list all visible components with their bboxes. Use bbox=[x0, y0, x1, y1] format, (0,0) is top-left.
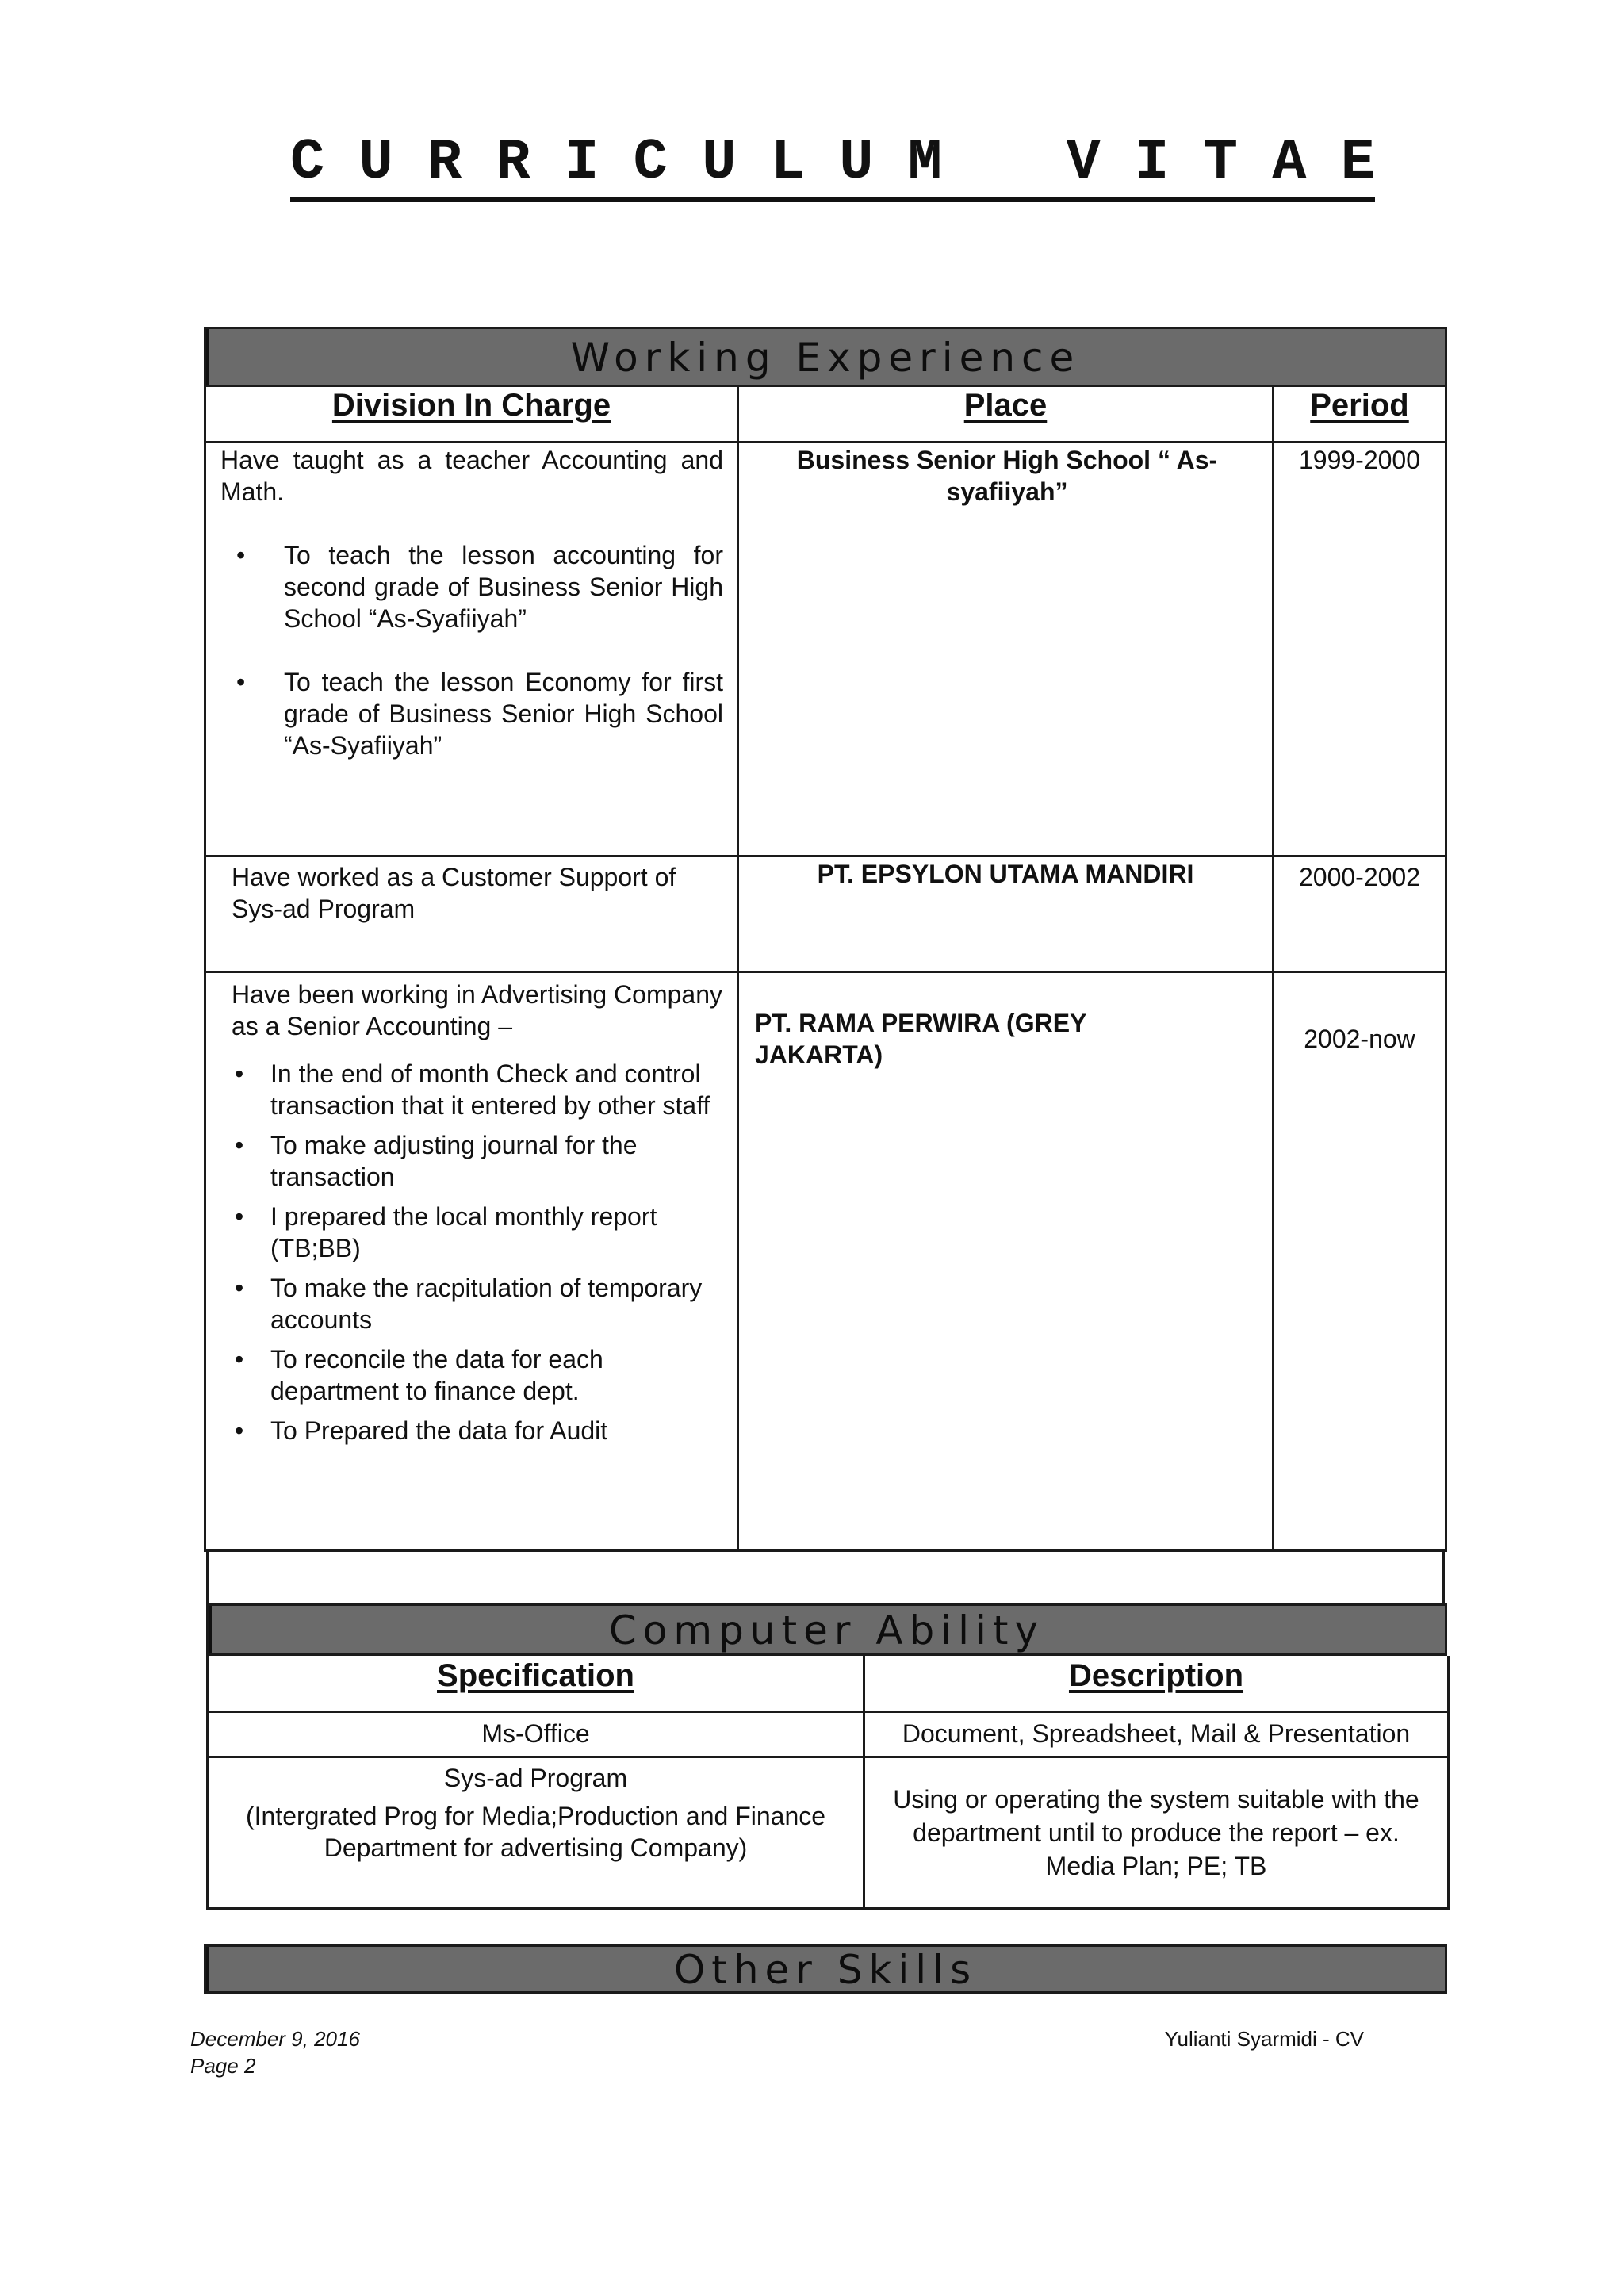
experience-row-3-place: PT. RAMA PERWIRA (GREY JAKARTA) bbox=[755, 1009, 1086, 1069]
title-letter: R bbox=[496, 130, 530, 195]
spacer-box bbox=[206, 1551, 1445, 1603]
list-item: • To make adjusting journal for the transaction bbox=[232, 1129, 723, 1193]
computer-ability-heading bbox=[206, 1603, 1447, 1656]
experience-row-3-division bbox=[232, 979, 723, 1446]
experience-intro: Have been working in Advertising Company as a Senior Accounting – bbox=[232, 980, 722, 1040]
table-border-right bbox=[1445, 387, 1447, 1551]
list-item: • To Prepared the data for Audit bbox=[232, 1415, 723, 1446]
title-letter: R bbox=[427, 130, 462, 195]
list-item: • I prepared the local monthly report (TB;BB) bbox=[232, 1201, 723, 1264]
ability-row-1-description: Document, Spreadsheet, Mail & Presentation bbox=[902, 1719, 1411, 1748]
ability-row-2-description: Using or operating the system suitable with the department until to produce the report – ex. Media Plan; PE; TB bbox=[893, 1785, 1419, 1880]
ability-row-1-spec: Ms-Office bbox=[481, 1719, 590, 1748]
experience-row-2-division: Have worked as a Customer Support of Sys-ad Program bbox=[232, 863, 676, 923]
column-header-description: Description bbox=[1068, 1658, 1244, 1693]
table-border-bottom bbox=[206, 1907, 1450, 1910]
list-item: • To teach the lesson accounting for second grade of Business Senior High School “As-Syafiiyah” bbox=[220, 539, 723, 634]
row-divider bbox=[206, 1711, 1450, 1713]
title-letter: U bbox=[702, 130, 737, 195]
column-header-specification: Specification bbox=[437, 1658, 634, 1693]
footer-author: Yulianti Syarmidi - CV bbox=[1164, 2027, 1364, 2051]
document-title bbox=[290, 128, 1375, 205]
list-item: • To teach the lesson Economy for first grade of Business Senior High School “As-Syafiiyah” bbox=[220, 666, 723, 761]
column-header-place: Place bbox=[963, 388, 1048, 423]
ability-row-2-spec bbox=[220, 1762, 851, 1864]
title-letter: T bbox=[1203, 130, 1238, 195]
title-letter: U bbox=[358, 130, 393, 195]
column-header-period: Period bbox=[1310, 388, 1409, 423]
title-letter: L bbox=[770, 130, 805, 195]
column-divider bbox=[737, 387, 739, 1551]
list-item: • To reconcile the data for each department to finance dept. bbox=[232, 1343, 723, 1407]
experience-row-2-place: PT. EPSYLON UTAMA MANDIRI bbox=[817, 860, 1194, 888]
row-divider bbox=[204, 971, 1447, 973]
duties-list bbox=[220, 539, 723, 761]
title-letter: A bbox=[1272, 130, 1307, 195]
list-item: • In the end of month Check and control transaction that it entered by other staff bbox=[232, 1058, 723, 1121]
footer-date: December 9, 2016 bbox=[190, 2027, 360, 2051]
title-letter: U bbox=[839, 130, 874, 195]
title-letter: C bbox=[290, 130, 325, 195]
experience-row-1-place: Business Senior High School “ As-syafiiyah” bbox=[796, 446, 1218, 506]
duties-list bbox=[232, 1058, 723, 1446]
title-letter: V bbox=[1066, 130, 1101, 195]
column-header-division: Division In Charge bbox=[331, 388, 611, 423]
footer-page-number: Page 2 bbox=[190, 2054, 256, 2078]
title-letter: I bbox=[565, 130, 599, 195]
other-skills-heading bbox=[204, 1944, 1447, 1994]
experience-row-1-division bbox=[220, 444, 723, 761]
list-item: • To make the racpitulation of temporary accounts bbox=[232, 1272, 723, 1335]
computer-ability-heading-text: Computer Ability bbox=[608, 1607, 1045, 1653]
title-underline bbox=[290, 197, 1375, 202]
row-divider bbox=[204, 441, 1447, 443]
spec-detail: (Intergrated Prog for Media;Production and Finance Department for advertising Company) bbox=[245, 1802, 826, 1862]
working-experience-heading-text: Working Experience bbox=[570, 335, 1081, 381]
row-divider bbox=[204, 855, 1447, 857]
experience-row-2-period: 2000-2002 bbox=[1298, 863, 1421, 891]
column-divider bbox=[1272, 387, 1274, 1551]
working-experience-heading bbox=[204, 327, 1447, 387]
row-divider bbox=[206, 1756, 1450, 1758]
experience-intro: Have taught as a teacher Accounting and Math. bbox=[220, 446, 723, 506]
table-border-right bbox=[1447, 1656, 1450, 1910]
spec-name: Sys-ad Program bbox=[443, 1764, 628, 1792]
experience-row-3-period: 2002-now bbox=[1304, 1025, 1415, 1053]
table-border-left bbox=[204, 387, 206, 1551]
other-skills-heading-text: Other Skills bbox=[673, 1947, 978, 1993]
experience-row-1-period: 1999-2000 bbox=[1298, 446, 1421, 474]
title-letter: M bbox=[907, 130, 942, 195]
title-letter: I bbox=[1135, 130, 1170, 195]
title-letter: C bbox=[633, 130, 668, 195]
title-letter: E bbox=[1340, 130, 1375, 195]
